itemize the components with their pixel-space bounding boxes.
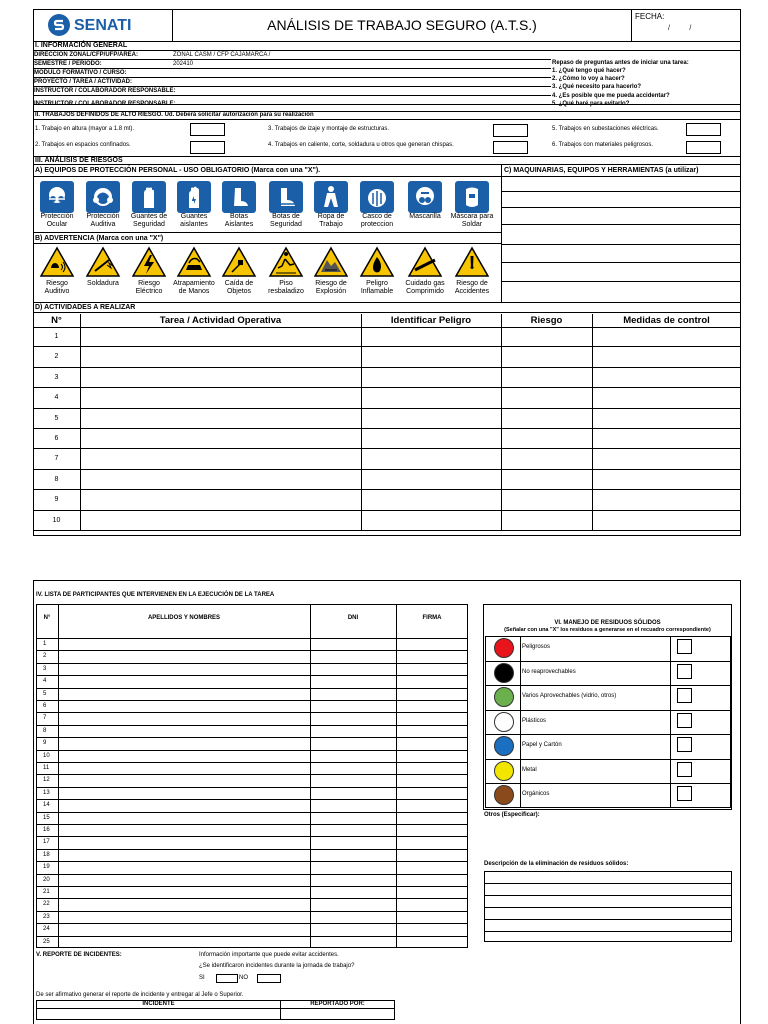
activity-row — [33, 449, 741, 469]
descripcion-line — [484, 919, 732, 920]
advertencia-item[interactable] — [129, 244, 169, 282]
falling-objects-warning-icon — [221, 246, 257, 278]
advertencia-title: B) ADVERTENCIA (Marca con una "X") — [33, 232, 501, 244]
activity-cell[interactable] — [80, 388, 361, 408]
repaso-title: Repaso de preguntas antes de iniciar una tarea: — [552, 60, 689, 66]
slippery-floor-warning-icon — [268, 246, 304, 278]
activity-cell[interactable] — [501, 490, 592, 510]
repaso-question: 4. ¿Es posible que me pueda accidentar? — [552, 92, 670, 99]
incidentes-note: De ser afirmativo generar el reporte de incidente y entregar al Jefe o Superior. — [36, 992, 244, 998]
participant-number: 24 — [43, 926, 50, 933]
advertencia-item[interactable] — [311, 244, 351, 282]
incidentes-info: Información importante que puede evitar accidentes. — [199, 952, 339, 958]
noise-warning-icon — [39, 246, 75, 278]
participant-number: 10 — [43, 752, 50, 759]
residuos-subtitle: (Señalar con una "X" los residuos a generarse en el recuadro correspondiente) — [504, 627, 711, 633]
page-title: ANÁLISIS DE TRABAJO SEGURO (A.T.S.) — [267, 17, 537, 33]
alto-riesgo-item: 4. Trabajos en caliente, corte, soldadura u otros que generan chispas. — [268, 142, 454, 148]
advertencia-label: Cuidado gas Comprimido — [405, 280, 445, 295]
descripcion-label: Descripción de la eliminación de residuos sólidos: — [484, 861, 629, 867]
activity-row-number: 9 — [54, 496, 59, 504]
info-row-label: DIRECCIÓN ZONAL/CFP/UFP/ÁREA: — [34, 52, 138, 58]
senati-logo-icon — [48, 14, 70, 36]
logo-cell — [33, 9, 173, 42]
participant-row[interactable] — [36, 824, 468, 836]
residuos-row-line — [485, 661, 731, 662]
si-checkbox[interactable] — [216, 974, 238, 983]
epp-label: Guantes aislantes — [180, 213, 208, 228]
activity-cell[interactable] — [80, 511, 361, 531]
alto-riesgo-item: 1. Trabajo en altura (mayor a 1.8 mt). — [35, 126, 135, 132]
compressed-gas-warning-icon — [407, 246, 443, 278]
maquinaria-line[interactable] — [501, 244, 741, 245]
activity-cell[interactable] — [361, 470, 501, 490]
maquinaria-line[interactable] — [501, 262, 741, 263]
no-label: NO — [239, 975, 248, 981]
activity-col-line — [361, 314, 362, 531]
activity-cell[interactable] — [592, 511, 741, 531]
alto-riesgo-checkbox[interactable] — [686, 123, 721, 136]
activity-cell[interactable] — [80, 409, 361, 429]
activity-cell[interactable] — [80, 490, 361, 510]
activity-cell[interactable] — [501, 327, 592, 347]
advertencia-label: Riesgo Eléctrico — [135, 280, 163, 295]
participant-row[interactable] — [36, 861, 468, 873]
activity-cell[interactable] — [80, 368, 361, 388]
advertencia-label: Soldadura — [87, 280, 119, 287]
epp-label: Mascarilla — [409, 213, 441, 220]
participant-row[interactable] — [36, 836, 468, 848]
fecha-value[interactable]: / / — [668, 25, 692, 32]
info-row-value[interactable]: 202410 — [173, 61, 194, 67]
residuos-row-line — [485, 685, 731, 686]
participant-row[interactable] — [36, 799, 468, 811]
descripcion-line — [484, 907, 732, 908]
participant-number: 19 — [43, 864, 50, 871]
advertencia-item[interactable] — [37, 244, 77, 282]
residuo-checkbox[interactable] — [677, 737, 692, 752]
activity-cell[interactable] — [501, 347, 592, 367]
epp-item[interactable] — [357, 179, 397, 217]
participant-row[interactable] — [36, 750, 468, 762]
fecha-cell — [631, 9, 741, 42]
residuo-color-icon — [494, 687, 514, 707]
epp-label: Ropa de Trabajo — [317, 213, 345, 228]
info-row — [33, 60, 551, 69]
residuo-label: Metal — [522, 766, 537, 773]
logo-text: SENATI — [74, 17, 132, 34]
info-row-label: PROYECTO / TAREA / ACTIVIDAD: — [34, 79, 133, 85]
epp-label: Protección Ocular — [40, 213, 74, 228]
alto-riesgo-item: 5. Trabajos en subestaciones eléctricas. — [552, 126, 659, 132]
general-warning-icon — [454, 246, 490, 278]
residuo-checkbox[interactable] — [677, 688, 692, 703]
participant-number: 3 — [43, 665, 47, 672]
activity-row — [33, 409, 741, 429]
residuo-label: Papel y Cartón — [522, 742, 562, 748]
info-row-label: SEMESTRE / PERIODO: — [34, 61, 102, 67]
maquinarias-column — [501, 177, 741, 303]
activity-cell[interactable] — [361, 327, 501, 347]
epp-item[interactable] — [266, 179, 306, 217]
advertencia-item[interactable] — [405, 244, 445, 282]
residuo-checkbox[interactable] — [677, 762, 692, 777]
participant-row[interactable] — [36, 787, 468, 799]
alto-riesgo-item: 3. Trabajos de izaje y montaje de estructuras. — [268, 126, 390, 132]
activity-cell[interactable] — [592, 409, 741, 429]
residuo-color-icon — [494, 761, 514, 781]
descripcion-line — [484, 931, 732, 932]
insulated-glove-icon — [177, 181, 211, 213]
info-row — [33, 87, 551, 96]
advertencia-label: Riesgo de Accidentes — [454, 280, 490, 295]
activity-header: N° — [51, 315, 62, 326]
participant-number: 15 — [43, 814, 50, 821]
participant-row[interactable] — [36, 874, 468, 886]
epp-title: A) EQUIPOS DE PROTECCIÓN PERSONAL - USO OBLIGATORIO (Marca con una "X"). — [33, 165, 501, 177]
boot-icon — [222, 181, 256, 213]
helmet-icon — [360, 181, 394, 213]
alto-riesgo-checkbox[interactable] — [493, 124, 528, 137]
advertencia-item[interactable] — [219, 244, 259, 282]
residuo-label: Varios Aprovechables (vidrio, otros) — [522, 693, 617, 699]
maquinaria-line[interactable] — [501, 191, 741, 192]
activity-cell[interactable] — [80, 347, 361, 367]
participant-number: 16 — [43, 827, 50, 833]
activity-cell[interactable] — [361, 347, 501, 367]
epp-item[interactable] — [311, 179, 351, 217]
epp-label: Máscara para Soldar — [450, 213, 494, 228]
activity-cell[interactable] — [80, 327, 361, 347]
participant-row[interactable] — [36, 898, 468, 910]
epp-item[interactable] — [129, 179, 169, 217]
advertencia-label: Piso resbaladizo — [268, 280, 304, 295]
activity-row-number: 6 — [54, 435, 59, 442]
activity-row — [33, 347, 741, 367]
activity-cell[interactable] — [501, 449, 592, 469]
activity-row-number: 4 — [54, 394, 59, 402]
participant-row[interactable] — [36, 688, 468, 700]
advertencia-label: Atrapamiento de Manos — [173, 280, 215, 295]
participant-row[interactable] — [36, 737, 468, 749]
participant-number: 7 — [43, 715, 47, 722]
activity-cell[interactable] — [361, 388, 501, 408]
participant-number: 22 — [43, 901, 50, 908]
residuo-checkbox[interactable] — [677, 786, 692, 801]
activity-col-line — [80, 314, 81, 531]
residuos-title: VI. MANEJO DE RESIDUOS SÓLIDOS — [554, 620, 661, 626]
alto-riesgo-title: II. TRABAJOS DEFINIDOS DE ALTO RIESGO. Ud. Deberá solicitar autorización para su realización — [33, 111, 741, 120]
participant-row[interactable] — [36, 936, 468, 948]
safety-boot-icon — [269, 181, 303, 213]
residuo-label: No reaprovechables — [522, 668, 576, 675]
participant-row[interactable] — [36, 675, 468, 687]
descripcion-line — [484, 895, 732, 896]
residuo-color-icon — [494, 712, 514, 732]
participants-header: APELLIDOS Y NOMBRES — [147, 615, 221, 621]
epp-item[interactable] — [405, 179, 445, 217]
activity-row-number: 7 — [54, 455, 59, 463]
alto-riesgo-checkbox[interactable] — [190, 123, 225, 136]
participant-number: 11 — [43, 765, 50, 771]
goggles-icon — [40, 181, 74, 213]
participant-row[interactable] — [36, 663, 468, 675]
alto-riesgo-item: 6. Trabajos con materiales peligrosos. — [552, 142, 654, 148]
maquinaria-line[interactable] — [501, 281, 741, 282]
participant-row[interactable] — [36, 923, 468, 935]
activity-cell[interactable] — [501, 368, 592, 388]
alto-riesgo-checkbox[interactable] — [190, 141, 225, 154]
activity-cell[interactable] — [501, 470, 592, 490]
participant-row[interactable] — [36, 774, 468, 786]
epp-item[interactable] — [452, 179, 492, 217]
residuos-row-line — [485, 759, 731, 760]
participant-row[interactable] — [36, 812, 468, 824]
participant-number: 5 — [43, 690, 47, 697]
maquinaria-line[interactable] — [501, 224, 741, 225]
info-row — [33, 69, 551, 78]
activity-row — [33, 490, 741, 510]
residuo-color-icon — [494, 736, 514, 756]
residuos-row-line — [485, 734, 731, 735]
advertencia-label: Caída de Objetos — [224, 280, 254, 295]
repaso-question: 2. ¿Cómo lo voy a hacer? — [552, 76, 625, 83]
activity-row-number: 5 — [54, 414, 59, 422]
activity-row-number: 10 — [52, 516, 61, 524]
residuo-checkbox[interactable] — [677, 639, 692, 654]
repaso-question: 3. ¿Qué necesito para hacerlo? — [552, 84, 642, 91]
activity-row — [33, 388, 741, 408]
participant-number: 6 — [43, 703, 47, 709]
explosion-warning-icon — [313, 246, 349, 278]
activity-row — [33, 327, 741, 347]
incidente-col-header: INCIDENTE — [36, 1000, 281, 1009]
epp-item[interactable] — [174, 179, 214, 217]
activity-row — [33, 429, 741, 449]
participant-number: 25 — [43, 938, 50, 945]
hand-crush-warning-icon — [176, 246, 212, 278]
activity-cell[interactable] — [592, 327, 741, 347]
riesgos-title: III. ANÁLISIS DE RIESGOS — [33, 156, 741, 165]
info-row-label: INSTRUCTOR / COLABORADOR RESPONSABLE: — [34, 101, 176, 107]
activity-col-line — [501, 314, 502, 531]
activity-cell[interactable] — [592, 368, 741, 388]
participant-number: 23 — [43, 913, 50, 920]
activity-cell[interactable] — [592, 429, 741, 449]
participant-number: 13 — [43, 789, 50, 796]
activity-cell[interactable] — [80, 429, 361, 449]
advertencia-item[interactable] — [266, 244, 306, 282]
activity-col-line — [592, 314, 593, 531]
epp-label: Protección Auditiva — [86, 213, 120, 228]
activity-header: Riesgo — [530, 315, 563, 326]
participant-number: 21 — [43, 889, 50, 895]
info-row-value[interactable] — [173, 79, 543, 87]
advertencia-item[interactable] — [452, 244, 492, 282]
activity-cell[interactable] — [361, 368, 501, 388]
participant-row[interactable] — [36, 849, 468, 861]
otros-label: Otros (Especificar): — [484, 812, 540, 818]
residuo-label: Peligrosos — [522, 644, 551, 650]
participant-row[interactable] — [36, 886, 468, 898]
title-cell — [173, 9, 631, 42]
activity-cell[interactable] — [361, 409, 501, 429]
repaso-question: 1. ¿Qué tengo qué hacer? — [552, 68, 626, 74]
residuo-color-icon — [494, 785, 514, 805]
info-row-label: INSTRUCTOR / COLABORADOR RESPONSABLE: — [34, 88, 176, 94]
incidentes-title: V. REPORTE DE INCIDENTES: — [36, 952, 122, 958]
descripcion-line — [484, 883, 732, 884]
electric-warning-icon — [131, 246, 167, 278]
residuo-label: Orgánicos — [522, 791, 550, 797]
alto-riesgo-item: 2. Trabajos en espacios confinados. — [35, 142, 131, 148]
activity-cell[interactable] — [501, 388, 592, 408]
participant-row[interactable] — [36, 712, 468, 724]
participants-header: N° — [43, 615, 51, 621]
activity-row-number: 1 — [54, 333, 59, 340]
activity-row — [33, 470, 741, 490]
participants-header: DNI — [347, 615, 359, 621]
epp-label: Botas Aislantes — [224, 213, 254, 228]
maquinaria-line[interactable] — [501, 207, 741, 208]
participant-number: 2 — [43, 653, 47, 660]
epp-item[interactable] — [83, 179, 123, 217]
residuo-label: Plásticos — [522, 717, 547, 724]
welding-mask-icon — [455, 181, 489, 213]
participant-row[interactable] — [36, 650, 468, 662]
info-row-value[interactable] — [173, 70, 543, 78]
participants-header: FIRMA — [422, 615, 442, 621]
reportado-row[interactable] — [280, 1008, 395, 1020]
activity-row — [33, 368, 741, 388]
activity-cell[interactable] — [361, 429, 501, 449]
advertencia-label: Riesgo Auditivo — [44, 280, 70, 295]
incidentes-question: ¿Se identificaron incidentes durante la jornada de trabajo? — [199, 963, 355, 969]
residuos-row-line — [485, 710, 731, 711]
si-label: SI — [199, 975, 205, 981]
maquinarias-title: C) MAQUINARIAS, EQUIPOS Y HERRAMIENTAS (a utilizar) — [501, 165, 741, 177]
epp-label: Botas de Seguridad — [270, 213, 302, 228]
advertencia-label: Riesgo de Explosión — [315, 280, 347, 295]
activity-cell[interactable] — [361, 511, 501, 531]
participant-number: 8 — [43, 727, 47, 734]
activity-row-number: 8 — [54, 475, 59, 483]
activity-row — [33, 511, 741, 531]
epp-item[interactable] — [219, 179, 259, 217]
residuo-checkbox[interactable] — [677, 713, 692, 728]
activity-cell[interactable] — [592, 490, 741, 510]
participant-row[interactable] — [36, 638, 468, 650]
activity-header: Identificar Peligro — [390, 315, 472, 326]
activity-row-number: 3 — [54, 373, 59, 381]
activity-header: Medidas de control — [623, 315, 710, 326]
info-row-value[interactable] — [173, 88, 543, 96]
info-row-value[interactable]: ZONAL CASM / CFP CAJAMARCA / — [173, 52, 271, 58]
activity-cell[interactable] — [592, 388, 741, 408]
activity-header: Tarea / Actividad Operativa — [159, 315, 282, 326]
residuos-row-line — [485, 783, 731, 784]
incidente-row[interactable] — [36, 1008, 281, 1020]
actividades-title: D) ACTIVIDADES A REALIZAR — [33, 302, 741, 313]
participant-row[interactable] — [36, 911, 468, 923]
mask-icon — [408, 181, 442, 213]
welding-warning-icon — [85, 246, 121, 278]
activity-cell[interactable] — [80, 449, 361, 469]
activity-cell[interactable] — [501, 511, 592, 531]
residuo-checkbox[interactable] — [677, 664, 692, 679]
section-info-title: I. INFORMACIÓN GENERAL — [33, 42, 741, 51]
epp-item[interactable] — [37, 179, 77, 217]
alto-riesgo-checkbox[interactable] — [686, 141, 721, 154]
participant-row[interactable] — [36, 762, 468, 774]
participant-row[interactable] — [36, 725, 468, 737]
activity-cell[interactable] — [501, 429, 592, 449]
alto-riesgo-checkbox[interactable] — [493, 141, 528, 154]
epp-label: Casco de proteccion — [360, 213, 394, 228]
repaso-question: 5. ¿Qué haré para evitarlo? — [552, 100, 630, 107]
coverall-icon — [314, 181, 348, 213]
info-row — [33, 78, 551, 87]
residuo-color-icon — [494, 638, 514, 658]
activity-cell[interactable] — [501, 409, 592, 429]
activity-cell[interactable] — [80, 470, 361, 490]
activity-row-number: 2 — [54, 353, 59, 361]
reportado-col-header: REPORTADO POR: — [280, 1000, 395, 1009]
activity-cell[interactable] — [361, 490, 501, 510]
advertencia-label: Peligro Inflamable — [360, 280, 394, 295]
advertencia-item[interactable] — [174, 244, 214, 282]
fecha-label: FECHA: — [635, 12, 665, 21]
participant-number: 4 — [43, 678, 47, 685]
participant-number: 14 — [43, 802, 50, 809]
participant-number: 20 — [43, 876, 50, 883]
participant-number: 12 — [43, 777, 50, 784]
activity-cell[interactable] — [592, 347, 741, 367]
epp-label: Guantes de Seguridad — [130, 213, 168, 228]
participant-number: 9 — [43, 740, 47, 747]
advertencia-item[interactable] — [83, 244, 123, 282]
participant-row[interactable] — [36, 700, 468, 712]
participant-number: 1 — [43, 641, 47, 647]
no-checkbox[interactable] — [257, 974, 281, 983]
info-row — [33, 51, 551, 60]
participantes-title: IV. LISTA DE PARTICIPANTES QUE INTERVIENEN EN LA EJECUCIÓN DE LA TAREA — [36, 592, 275, 598]
ear-muffs-icon — [86, 181, 120, 213]
activity-cell[interactable] — [592, 449, 741, 469]
advertencia-item[interactable] — [357, 244, 397, 282]
glove-icon — [132, 181, 166, 213]
flammable-warning-icon — [359, 246, 395, 278]
participant-number: 18 — [43, 851, 50, 858]
participant-number: 17 — [43, 839, 50, 846]
activity-cell[interactable] — [361, 449, 501, 469]
residuo-color-icon — [494, 663, 514, 683]
activity-cell[interactable] — [592, 470, 741, 490]
info-row-label: MÓDULO FORMATIVO / CURSO: — [34, 70, 127, 76]
